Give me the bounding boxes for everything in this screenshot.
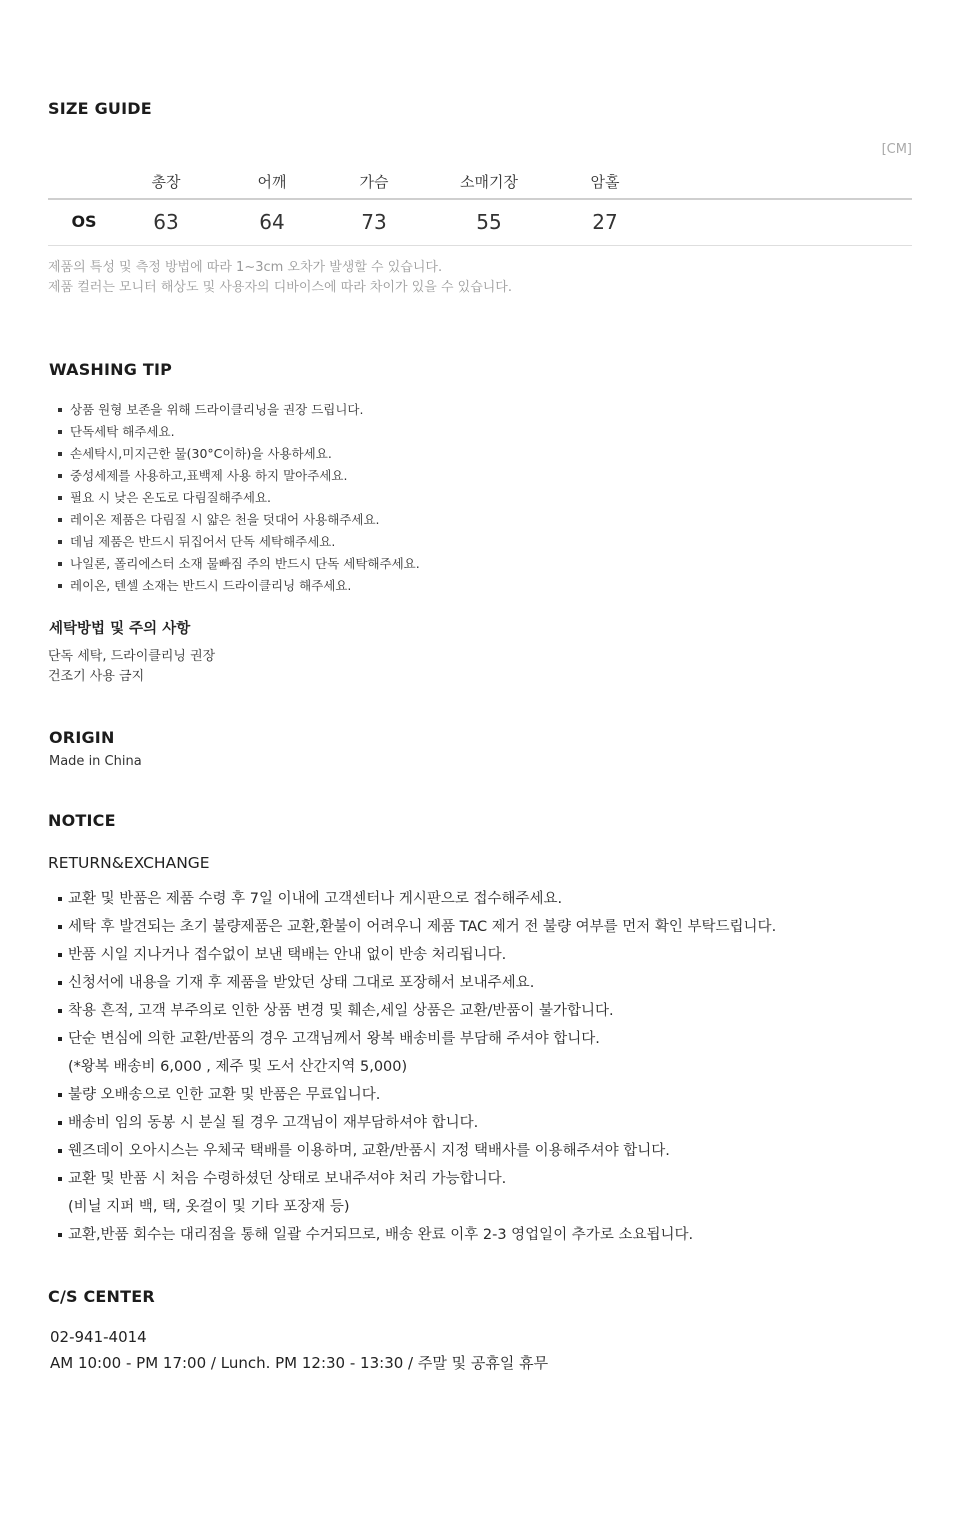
size-note: 제품의 특성 및 측정 방법에 따라 1~3cm 오차가 발생할 수 있습니다. [48, 260, 443, 275]
size-guide-title: SIZE GUIDE [48, 99, 152, 118]
col-header-chest: 가슴 [359, 173, 389, 191]
list-item: 데님 제품은 반드시 뒤집어서 단독 세탁해주세요. [58, 532, 420, 554]
notice-title: NOTICE [48, 811, 116, 830]
list-item: 세탁 후 발견되는 초기 불량제품은 교환,환불이 어려우니 제품 TAC 제거 전 불량 여부를 먼저 확인 부탁드립니다. [58, 913, 776, 941]
list-item: 레이온, 텐셀 소재는 반드시 드라이클리닝 해주세요. [58, 576, 420, 598]
washing-method-line: 건조기 사용 금지 [48, 669, 145, 684]
return-exchange-subtitle: RETURN&EXCHANGE [48, 854, 210, 872]
list-item: 신청서에 내용을 기재 후 제품을 받았던 상태 그대로 포장해서 보내주세요. [58, 969, 776, 997]
cs-center-title: C/S CENTER [48, 1287, 155, 1306]
value-sleeve-length: 55 [476, 210, 502, 234]
washing-method-title: 세탁방법 및 주의 사항 [49, 621, 191, 637]
col-header-total-length: 총장 [151, 173, 181, 191]
col-header-sleeve-length: 소매기장 [460, 173, 518, 191]
cs-phone: 02-941-4014 [50, 1328, 147, 1346]
list-item-continuation: (*왕복 배송비 6,000 , 제주 및 도서 산간지역 5,000) [68, 1059, 408, 1075]
size-note: 제품 컬러는 모니터 해상도 및 사용자의 디바이스에 따라 차이가 있을 수 있습니다. [48, 280, 513, 295]
list-item: 필요 시 낮은 온도로 다림질해주세요. [58, 488, 420, 510]
list-item: 반품 시일 지나거나 접수없이 보낸 택배는 안내 없이 반송 처리됩니다. [58, 941, 776, 969]
col-header-armhole: 암홀 [590, 173, 620, 191]
list-item: 교환 및 반품 시 처음 수령하셨던 상태로 보내주셔야 처리 가능합니다. [58, 1165, 776, 1193]
value-total-length: 63 [153, 210, 179, 234]
size-unit-label: [CM] [881, 142, 912, 157]
size-table-header [48, 168, 912, 200]
washing-method-line: 단독 세탁, 드라이클리닝 권장 [48, 649, 216, 664]
table-row [48, 200, 912, 246]
list-item: 불량 오배송으로 인한 교환 및 반품은 무료입니다. [58, 1081, 776, 1109]
col-header-shoulder: 어깨 [257, 173, 287, 191]
list-item-continuation: (비닐 지퍼 백, 택, 옷걸이 및 기타 포장재 등) [68, 1199, 350, 1215]
size-label: OS [71, 212, 97, 231]
washing-tip-title: WASHING TIP [49, 360, 173, 379]
list-item: 중성세제를 사용하고,표백제 사용 하지 말아주세요. [58, 466, 420, 488]
list-item: 단독세탁 해주세요. [58, 422, 420, 444]
list-item: 배송비 임의 동봉 시 분실 될 경우 고객님이 재부담하셔야 합니다. [58, 1109, 776, 1137]
washing-tip-list [58, 400, 420, 598]
list-item: 상품 원형 보존을 위해 드라이클리닝을 권장 드립니다. [58, 400, 420, 422]
origin-value: Made in China [49, 754, 142, 769]
list-item: 교환 및 반품은 제품 수령 후 7일 이내에 고객센터나 게시판으로 접수해주세요. [58, 885, 776, 913]
list-item: 나일론, 폴리에스터 소재 물빠짐 주의 반드시 단독 세탁해주세요. [58, 554, 420, 576]
list-item: 웬즈데이 오아시스는 우체국 택배를 이용하며, 교환/반품시 지정 택배사를 이용해주셔야 합니다. [58, 1137, 776, 1165]
list-item: 착용 흔적, 고객 부주의로 인한 상품 변경 및 훼손,세일 상품은 교환/반품이 불가합니다. [58, 997, 776, 1025]
origin-title: ORIGIN [49, 728, 115, 747]
list-item: 교환,반품 회수는 대리점을 통해 일괄 수거되므로, 배송 완료 이후 2-3 영업일이 추가로 소요됩니다. [58, 1221, 776, 1249]
size-table [48, 168, 912, 246]
cs-hours: AM 10:00 - PM 17:00 / Lunch. PM 12:30 - 13:30 / 주말 및 공휴일 휴무 [50, 1354, 549, 1372]
list-item: 손세탁시,미지근한 물(30°C이하)을 사용하세요. [58, 444, 420, 466]
list-item: 단순 변심에 의한 교환/반품의 경우 고객님께서 왕복 배송비를 부담해 주셔야 합니다. [58, 1025, 776, 1053]
value-armhole: 27 [592, 210, 618, 234]
value-chest: 73 [361, 210, 387, 234]
notice-list [58, 885, 776, 1249]
value-shoulder: 64 [259, 210, 285, 234]
list-item: 레이온 제품은 다림질 시 얇은 천을 덧대어 사용해주세요. [58, 510, 420, 532]
